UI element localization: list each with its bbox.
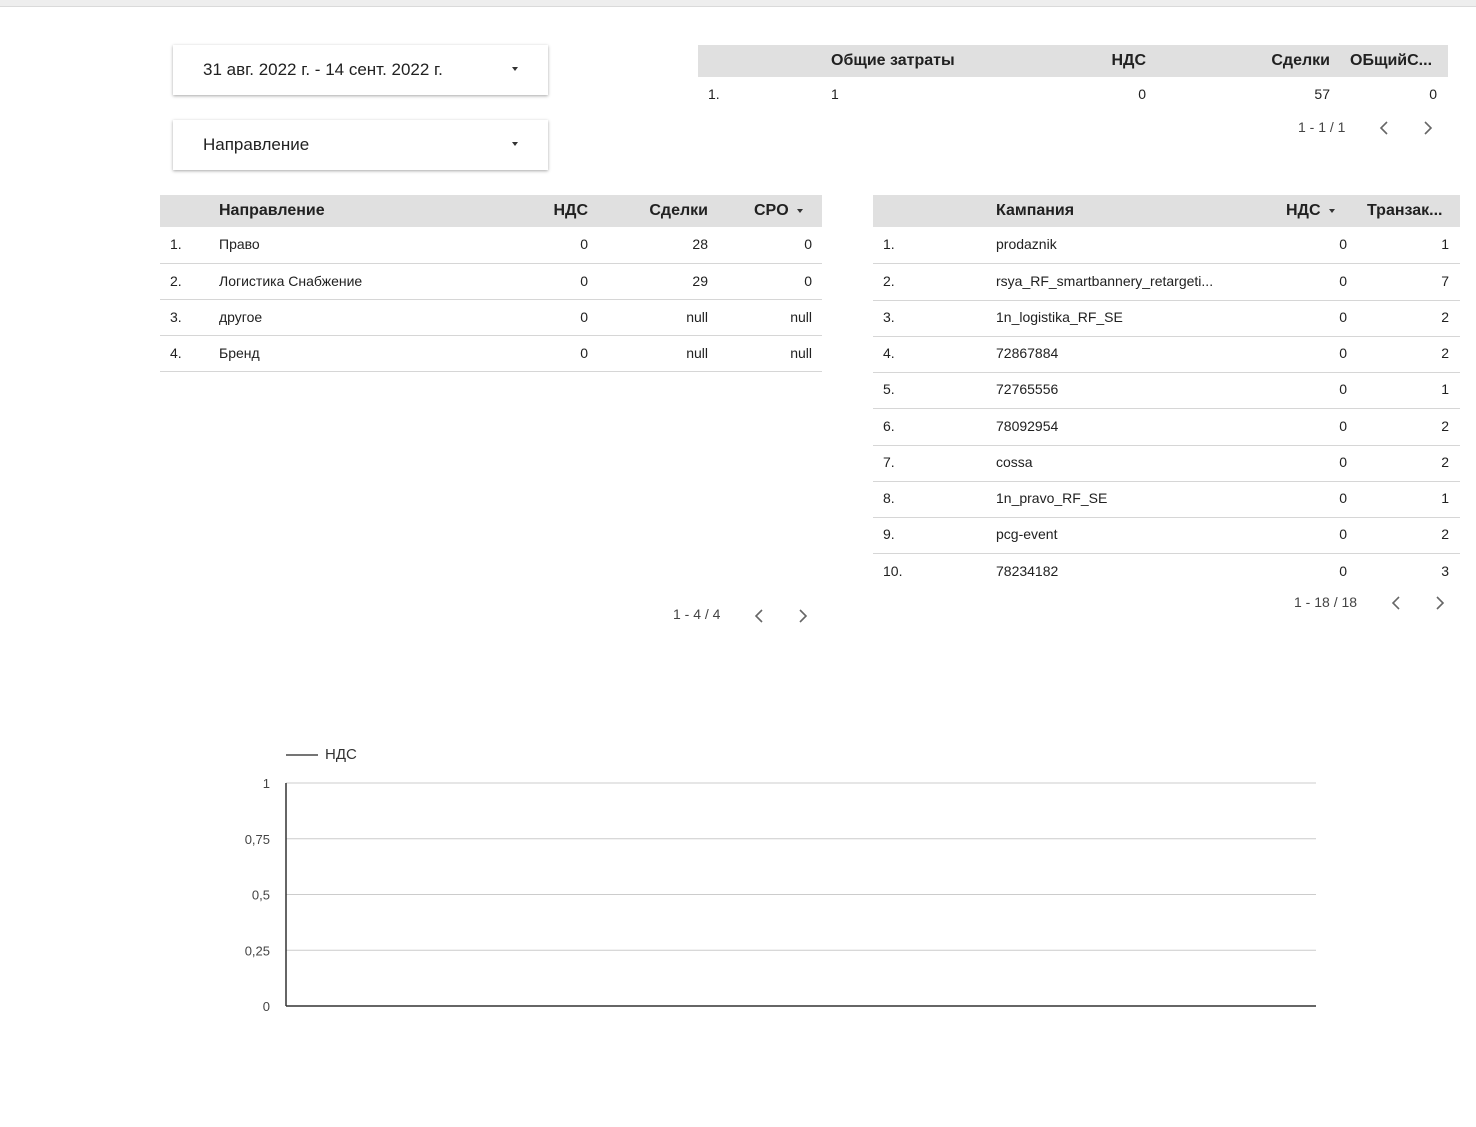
table-cell: 72867884 [996, 345, 1059, 361]
table-cell: 72765556 [996, 381, 1059, 397]
y-tick-label: 0 [262, 999, 270, 1014]
legend-label[interactable]: НДС [325, 746, 357, 763]
row-index: 3. [170, 309, 182, 325]
column-header-label: НДС [1286, 202, 1321, 219]
table-cell: cossa [996, 454, 1033, 470]
column-header-label: CPO [754, 202, 789, 219]
table-cell: 57 [1314, 86, 1330, 102]
table-cell: 0 [1138, 86, 1146, 102]
table-cell: null [790, 309, 812, 325]
column-header[interactable]: Сделки [1271, 52, 1330, 69]
table-cell: 0 [1339, 526, 1347, 542]
y-tick-label: 0,5 [251, 887, 270, 903]
row-index: 9. [883, 526, 895, 542]
table-cell: 0 [1339, 563, 1347, 579]
row-index: 6. [883, 418, 895, 434]
row-index: 5. [883, 381, 895, 397]
table-cell: 29 [692, 273, 708, 289]
table-cell: null [686, 309, 708, 325]
table-cell: Бренд [219, 345, 260, 361]
row-index: 4. [170, 345, 182, 361]
table-cell: другое [219, 309, 263, 325]
column-header[interactable]: НДС [553, 202, 588, 219]
table-cell: 28 [692, 236, 708, 252]
table-cell: 2 [1441, 345, 1449, 361]
direction-filter-label: Направление [203, 135, 310, 154]
pagination-label: 1 - 1 / 1 [1298, 119, 1346, 135]
table-cell: 2 [1441, 526, 1449, 542]
row-index: 3. [883, 309, 895, 325]
row-index: 1. [708, 86, 720, 102]
table-cell: 0 [1429, 86, 1437, 102]
table-cell: 2 [1441, 309, 1449, 325]
column-header[interactable]: Транзак... [1367, 202, 1443, 219]
table-cell: 0 [1339, 418, 1347, 434]
table-cell: 3 [1441, 563, 1449, 579]
table-cell: 78234182 [996, 563, 1059, 579]
pagination-label: 1 - 18 / 18 [1294, 594, 1358, 610]
table-cell: 78092954 [996, 418, 1059, 434]
column-header[interactable]: Кампания [996, 202, 1075, 219]
table-cell: null [790, 345, 812, 361]
date-range-label: 31 авг. 2022 г. - 14 сент. 2022 г. [203, 60, 443, 79]
row-index: 2. [883, 273, 895, 289]
table-cell: 0 [804, 273, 812, 289]
table-cell: 2 [1441, 418, 1449, 434]
y-tick-label: 0,75 [244, 831, 270, 847]
table-cell: 1 [1441, 381, 1449, 397]
row-index: 1. [883, 236, 895, 252]
column-header[interactable]: НДС [1111, 52, 1146, 69]
table-cell: 2 [1441, 454, 1449, 470]
table-cell: 0 [1339, 454, 1347, 470]
table-cell: 0 [1339, 273, 1347, 289]
column-header[interactable]: ОБщийС... [1350, 52, 1433, 69]
table-cell: 0 [1339, 236, 1347, 252]
table-cell: pcg-event [996, 526, 1058, 542]
table-cell: 0 [580, 345, 588, 361]
column-header[interactable]: Сделки [649, 202, 708, 219]
table-cell: null [686, 345, 708, 361]
table-cell: 0 [1339, 309, 1347, 325]
row-index: 4. [883, 345, 895, 361]
row-index: 8. [883, 490, 895, 506]
table-cell: 1 [1441, 236, 1449, 252]
table-cell: 1 [1441, 490, 1449, 506]
table-cell: 0 [580, 273, 588, 289]
table-cell: 1 [831, 86, 839, 102]
table-cell: 0 [580, 309, 588, 325]
table-cell: 0 [1339, 381, 1347, 397]
table-cell: 0 [1339, 490, 1347, 506]
row-index: 1. [170, 236, 182, 252]
table-cell: Право [219, 236, 260, 252]
table-cell: 0 [1339, 345, 1347, 361]
column-header[interactable]: Направление [219, 202, 325, 219]
table-cell: 7 [1441, 273, 1449, 289]
table-cell: rsya_RF_smartbannery_retargeti... [996, 273, 1214, 289]
table-cell: 0 [580, 236, 588, 252]
table-cell: 1n_pravo_RF_SE [996, 490, 1108, 506]
y-tick-label: 1 [262, 776, 270, 791]
table-cell: 0 [804, 236, 812, 252]
row-index: 7. [883, 454, 895, 470]
pagination-label: 1 - 4 / 4 [673, 606, 721, 622]
y-tick-label: 0,25 [244, 943, 270, 959]
column-header[interactable]: Общие затраты [831, 52, 955, 69]
table-cell: 1n_logistika_RF_SE [996, 309, 1123, 325]
table-cell: prodaznik [996, 236, 1057, 252]
row-index: 2. [170, 273, 182, 289]
row-index: 10. [883, 563, 903, 579]
table-cell: Логистика Снабжение [219, 273, 363, 289]
